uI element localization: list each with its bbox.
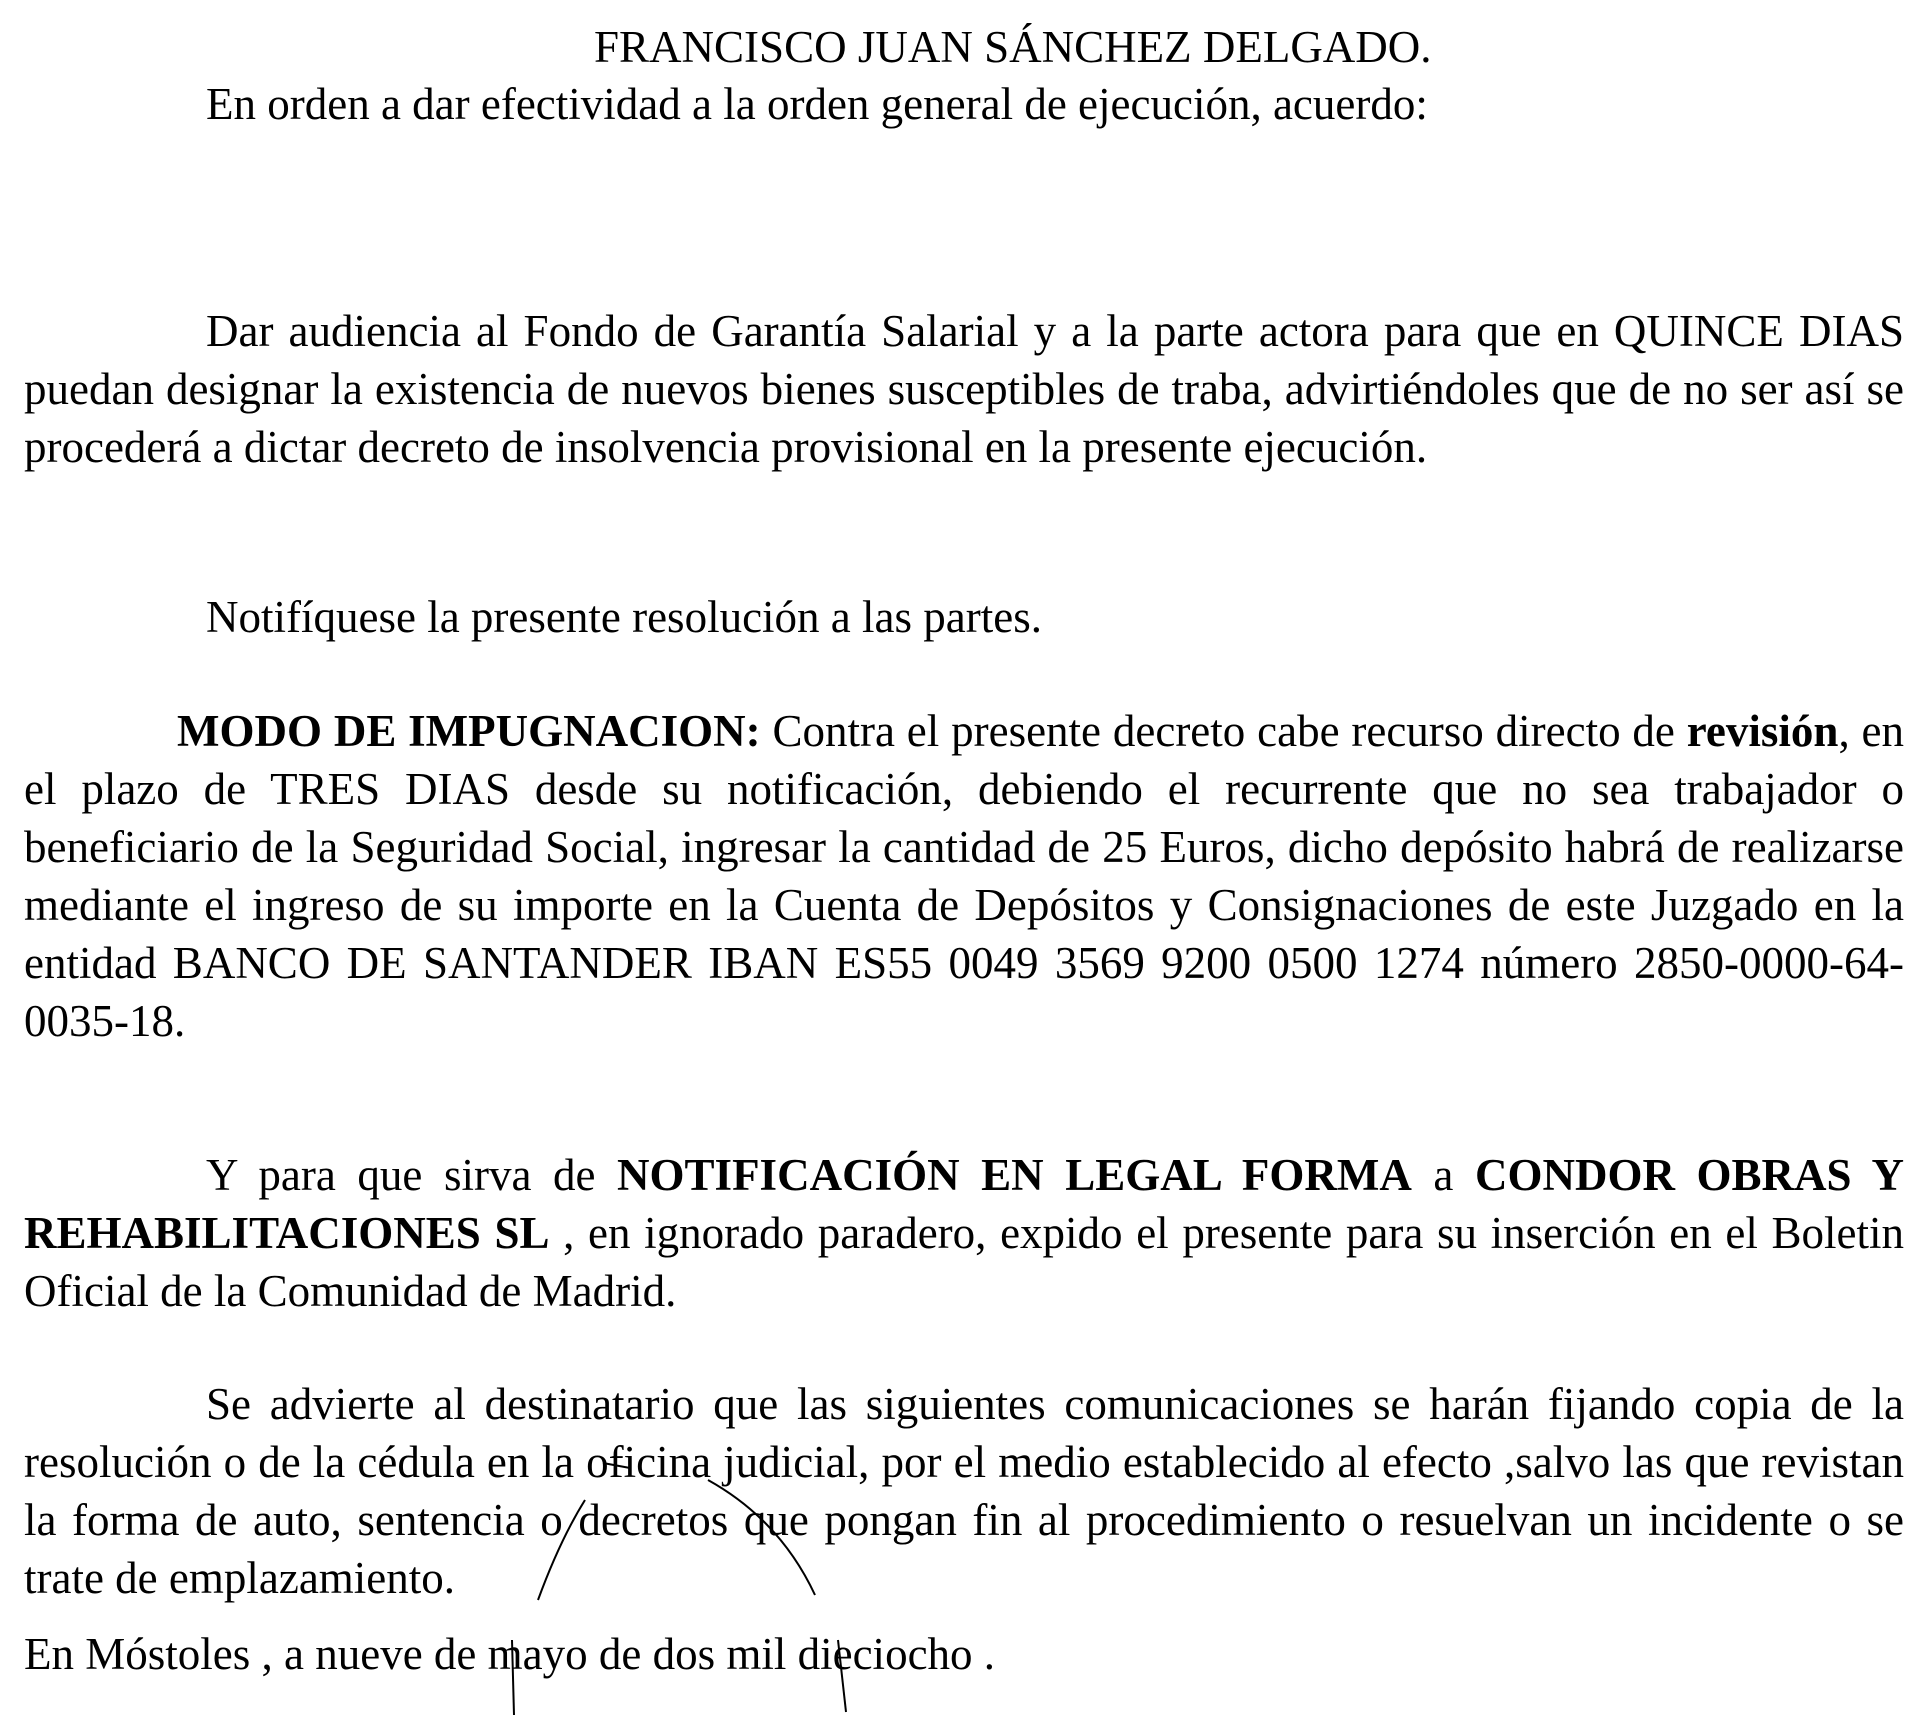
notificacion-prefix: Y para que sirva de xyxy=(206,1150,618,1200)
paragraph-audiencia: Dar audiencia al Fondo de Garantía Salarial y a la parte actora para que en QUINCE DIAS puedan designar la existencia de nuevos bienes susceptibles de traba, advirtiéndoles que de no ser así se procederá a dictar decreto de insolvencia provisional en la presente ejecución. xyxy=(24,306,1904,472)
paragraph-impugnacion xyxy=(24,702,1904,1050)
impugnacion-text-2: , en el plazo de TRES DIAS desde su notificación, debiendo el recurrente que no sea trabajador o beneficiario de la Seguridad Social, ingresar la cantidad de 25 Euros, dicho depósito habrá de realizarse mediante el ingreso de su importe en la Cuenta de Depósitos y Consignaciones de este Juzgado en la entidad BANCO DE SANTANDER IBAN ES55 0049 3569 9200 0500 1274 número 2850-0000-64-0035-18. xyxy=(24,706,1905,1046)
intro-line: En orden a dar efectividad a la orden general de ejecución, acuerdo: xyxy=(206,79,1428,129)
paragraph-advierte: Se advierte al destinatario que las siguientes comunicaciones se harán fijando copia de la resolución o de la cédula en la oficina judicial, por el medio establecido al efecto ,salvo las que revistan la forma de auto, sentencia o decretos que pongan fin al procedimiento o resuelvan un incidente o se trate de emplazamiento. xyxy=(24,1379,1904,1603)
name-line: FRANCISCO JUAN SÁNCHEZ DELGADO. xyxy=(594,22,1432,72)
paragraph-notificacion xyxy=(24,1146,1904,1320)
paragraph-fecha: En Móstoles , a nueve de mayo de dos mil dieciocho . xyxy=(24,1629,996,1679)
impugnacion-label: MODO DE IMPUGNACION: xyxy=(177,706,761,756)
notificacion-mid: a xyxy=(1411,1150,1475,1200)
notificacion-bold-1: NOTIFICACIÓN EN LEGAL FORMA xyxy=(617,1150,1412,1200)
impugnacion-revision: revisión xyxy=(1686,706,1839,756)
notificacion-bold-2: CONDOR OBRAS Y REHABILITACIONES SL xyxy=(24,1150,1904,1258)
notificacion-suffix: , en ignorado paradero, expido el presente para su inserción en el Boletin Oficial de la Comunidad de Madrid. xyxy=(24,1208,1904,1316)
impugnacion-text-1: Contra el presente decreto cabe recurso directo de xyxy=(760,706,1687,756)
paragraph-notifiquese: Notifíquese la presente resolución a las partes. xyxy=(206,592,1042,642)
